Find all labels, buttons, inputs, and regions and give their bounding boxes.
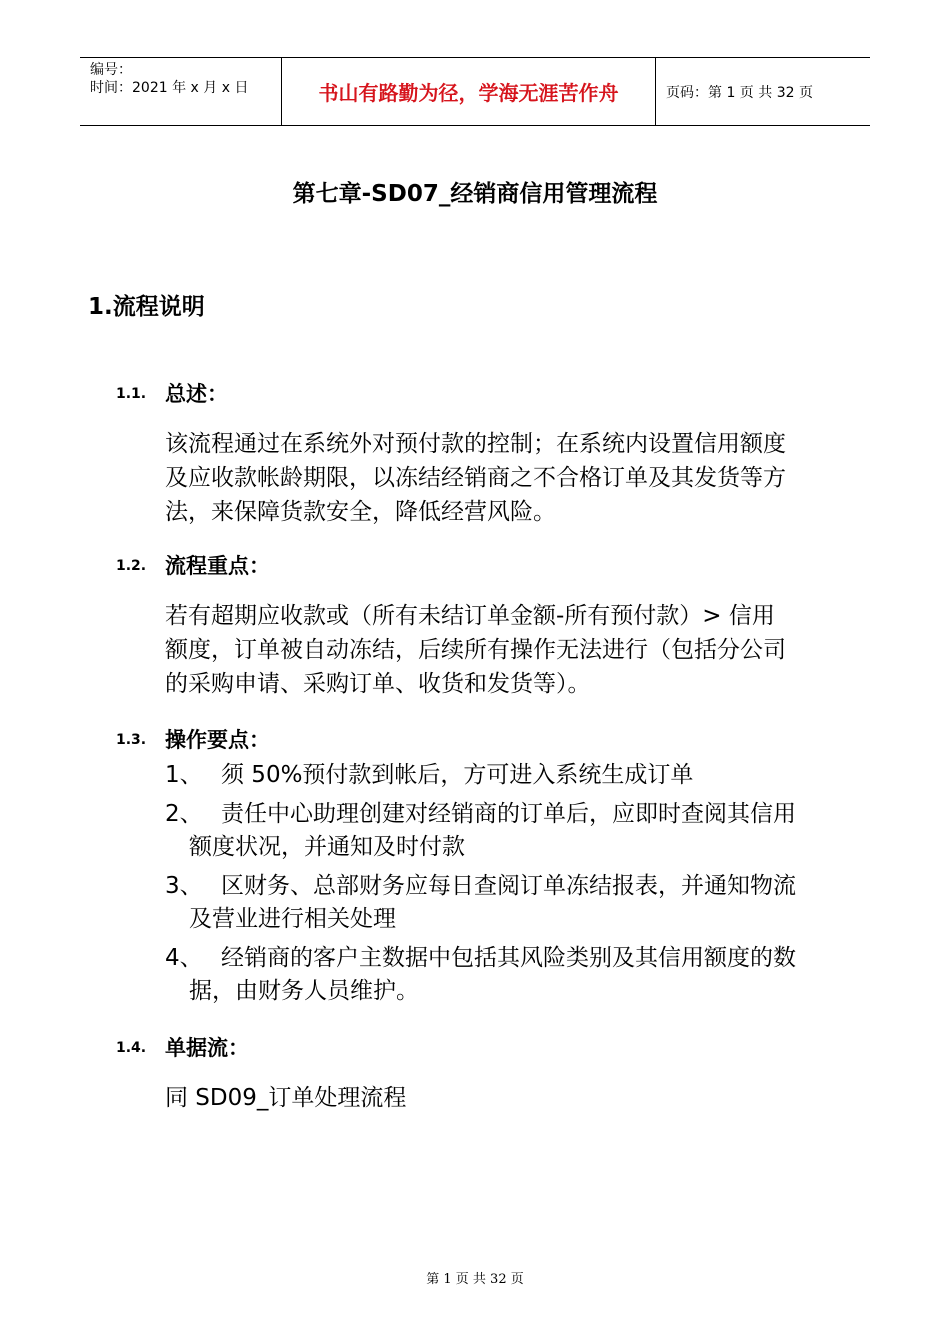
subsection-paragraph: 同 SD09_订单处理流程 — [165, 1085, 407, 1111]
list-item-continuation: 据，由财务人员维护。 — [189, 978, 419, 1004]
list-item-text: 经销商的客户主数据中包括其风险类别及其信用额度的数 — [221, 945, 796, 971]
subsection-title: 操作要点： — [165, 728, 270, 752]
subsection-number: 1.2. — [116, 558, 147, 574]
list-item-number: 2、 — [165, 801, 203, 827]
section-heading: 1.流程说明 — [88, 294, 205, 320]
subsection-number: 1.3. — [116, 732, 147, 748]
date-label: 时间：2021 年 x 月 x 日 — [90, 80, 249, 96]
list-item — [165, 942, 865, 1008]
subsection-title: 单据流： — [165, 1036, 249, 1060]
page-footer: 第 1 页 共 32 页 — [426, 1272, 524, 1287]
subsection-number: 1.4. — [116, 1040, 147, 1056]
list-item-continuation: 及营业进行相关处理 — [189, 906, 396, 932]
list-item-number: 1、 — [165, 762, 203, 788]
list-item-number: 4、 — [165, 945, 203, 971]
list-item-number: 3、 — [165, 873, 203, 899]
paragraph-line: 法，来保障货款安全，降低经营风险。 — [165, 499, 556, 525]
paragraph-line: 额度，订单被自动冻结，后续所有操作无法进行（包括分公司 — [165, 637, 786, 663]
list-item-text: 区财务、总部财务应每日查阅订单冻结报表，并通知物流 — [221, 873, 796, 899]
subsection-title: 流程重点： — [165, 554, 270, 578]
paragraph-line: 及应收款帐龄期限，以冻结经销商之不合格订单及其发货等方 — [165, 465, 786, 491]
list-item — [165, 759, 865, 792]
paragraph-line: 的采购申请、采购订单、收货和发货等）。 — [165, 671, 591, 697]
header-page-info: 页码：第 1 页 共 32 页 — [666, 84, 813, 101]
header-meta — [80, 58, 281, 125]
subsection-number: 1.1. — [116, 386, 147, 402]
list-item-text: 责任中心助理创建对经销商的订单后，应即时查阅其信用 — [221, 801, 796, 827]
document-title: 第七章-SD07_经销商信用管理流程 — [292, 181, 658, 207]
number-label: 编号： — [90, 62, 132, 78]
subsection-paragraph — [165, 599, 865, 701]
page-header — [80, 57, 870, 126]
list-item — [165, 798, 865, 864]
header-motto: 书山有路勤为径，学海无涯苦作舟 — [281, 58, 656, 125]
paragraph-line: 该流程通过在系统外对预付款的控制；在系统内设置信用额度 — [165, 431, 786, 457]
list-item-continuation: 额度状况，并通知及时付款 — [189, 834, 465, 860]
list-item — [165, 870, 865, 936]
subsection-title: 总述： — [165, 382, 228, 406]
subsection-paragraph — [165, 427, 865, 529]
paragraph-line: 若有超期应收款或（所有未结订单金额-所有预付款）> 信用 — [165, 603, 775, 629]
list-item-text: 须 50%预付款到帐后，方可进入系统生成订单 — [221, 762, 694, 788]
